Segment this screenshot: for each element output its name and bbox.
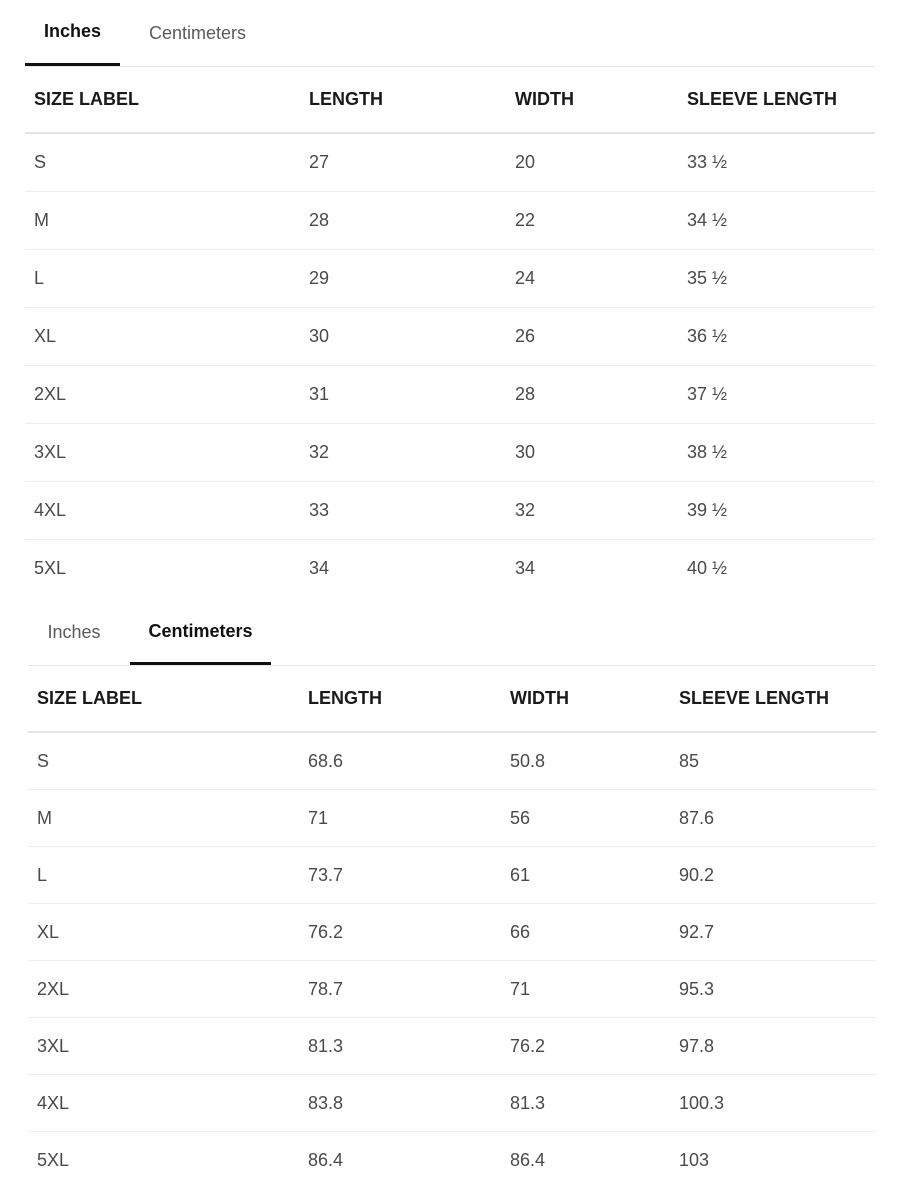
- unit-tabs: [28, 600, 876, 666]
- column-header-width: WIDTH: [506, 67, 678, 133]
- width-cell: 61: [501, 847, 670, 904]
- size-cell: 5XL: [37, 1149, 70, 1170]
- column-header-width: WIDTH: [501, 666, 670, 732]
- sleeve-length-cell: 103: [679, 1149, 710, 1170]
- width-cell: 66: [501, 904, 670, 961]
- column-header-length: LENGTH: [300, 67, 506, 133]
- width-cell: 32: [506, 482, 678, 540]
- table-row: [28, 732, 876, 790]
- length-cell: 33: [300, 482, 506, 540]
- size-cell: M: [28, 790, 299, 847]
- size-cell: 3XL: [28, 1018, 299, 1075]
- table-row: [28, 847, 876, 904]
- table-row: [25, 308, 875, 366]
- size-chart-centimeters: [28, 600, 876, 1188]
- sleeve-length-cell: 100.3: [670, 1075, 876, 1132]
- length-cell: 86.4: [308, 1149, 344, 1170]
- table-row: [25, 540, 875, 598]
- column-header-sleeve-length: SLEEVE LENGTH: [670, 666, 876, 732]
- size-cell: 4XL: [28, 1075, 299, 1132]
- size-cell: S: [25, 133, 300, 192]
- width-cell: 30: [506, 424, 678, 482]
- size-cell: 5XL: [34, 558, 67, 578]
- width-cell: 81.3: [501, 1075, 670, 1132]
- sleeve-length-cell: 39 ½: [678, 482, 875, 540]
- table-row: [25, 192, 875, 250]
- size-table: [25, 67, 875, 597]
- width-cell: 56: [501, 790, 670, 847]
- size-cell: 3XL: [25, 424, 300, 482]
- table-row: [25, 250, 875, 308]
- column-header-length: LENGTH: [299, 666, 501, 732]
- table-row: [28, 904, 876, 961]
- sleeve-length-cell: 37 ½: [678, 366, 875, 424]
- tab-centimeters[interactable]: Centimeters: [148, 22, 247, 43]
- sleeve-length-cell: 38 ½: [678, 424, 875, 482]
- width-cell: 20: [506, 133, 678, 192]
- length-cell: 76.2: [299, 904, 501, 961]
- size-cell: L: [28, 847, 299, 904]
- tab-inches[interactable]: Inches: [25, 0, 120, 66]
- size-cell: S: [28, 732, 299, 790]
- size-table: [28, 666, 876, 1188]
- unit-tabs: [25, 0, 875, 67]
- table-row: [25, 133, 875, 192]
- length-cell: 83.8: [299, 1075, 501, 1132]
- size-chart-inches: [25, 0, 875, 597]
- size-cell: L: [25, 250, 300, 308]
- sleeve-length-cell: 34 ½: [678, 192, 875, 250]
- width-cell: 26: [506, 308, 678, 366]
- width-cell: 22: [506, 192, 678, 250]
- size-cell: M: [25, 192, 300, 250]
- length-cell: 32: [300, 424, 506, 482]
- length-cell: 27: [300, 133, 506, 192]
- table-row: [28, 1018, 876, 1075]
- column-header-size-label: SIZE LABEL: [25, 67, 300, 133]
- length-cell: 34: [309, 558, 330, 578]
- length-cell: 30: [300, 308, 506, 366]
- sleeve-length-cell: 33 ½: [678, 133, 875, 192]
- sleeve-length-cell: 36 ½: [678, 308, 875, 366]
- size-cell: 2XL: [25, 366, 300, 424]
- length-cell: 68.6: [299, 732, 501, 790]
- length-cell: 71: [299, 790, 501, 847]
- width-cell: 34: [515, 558, 536, 578]
- table-header-row: [28, 666, 876, 732]
- length-cell: 81.3: [299, 1018, 501, 1075]
- tab-centimeters[interactable]: Centimeters: [130, 600, 271, 665]
- table-row: [25, 482, 875, 540]
- sleeve-length-cell: 85: [670, 732, 876, 790]
- table-row: [28, 1132, 876, 1189]
- table-row: [25, 366, 875, 424]
- size-cell: XL: [25, 308, 300, 366]
- tab-inches[interactable]: Inches: [47, 622, 101, 642]
- sleeve-length-cell: 87.6: [670, 790, 876, 847]
- sleeve-length-cell: 35 ½: [678, 250, 875, 308]
- length-cell: 78.7: [299, 961, 501, 1018]
- length-cell: 31: [300, 366, 506, 424]
- size-cell: XL: [28, 904, 299, 961]
- column-header-size-label: SIZE LABEL: [28, 666, 299, 732]
- sleeve-length-cell: 90.2: [670, 847, 876, 904]
- table-row: [28, 790, 876, 847]
- sleeve-length-cell: 40 ½: [687, 558, 728, 578]
- length-cell: 28: [300, 192, 506, 250]
- width-cell: 50.8: [501, 732, 670, 790]
- size-cell: 2XL: [28, 961, 299, 1018]
- length-cell: 29: [300, 250, 506, 308]
- width-cell: 24: [506, 250, 678, 308]
- length-cell: 73.7: [299, 847, 501, 904]
- sleeve-length-cell: 95.3: [670, 961, 876, 1018]
- table-row: [28, 1075, 876, 1132]
- width-cell: 28: [506, 366, 678, 424]
- width-cell: 76.2: [501, 1018, 670, 1075]
- sleeve-length-cell: 92.7: [670, 904, 876, 961]
- size-cell: 4XL: [25, 482, 300, 540]
- column-header-sleeve-length: SLEEVE LENGTH: [678, 67, 875, 133]
- width-cell: 71: [501, 961, 670, 1018]
- table-row: [25, 424, 875, 482]
- table-row: [28, 961, 876, 1018]
- width-cell: 86.4: [510, 1149, 546, 1170]
- sleeve-length-cell: 97.8: [670, 1018, 876, 1075]
- table-header-row: [25, 67, 875, 133]
